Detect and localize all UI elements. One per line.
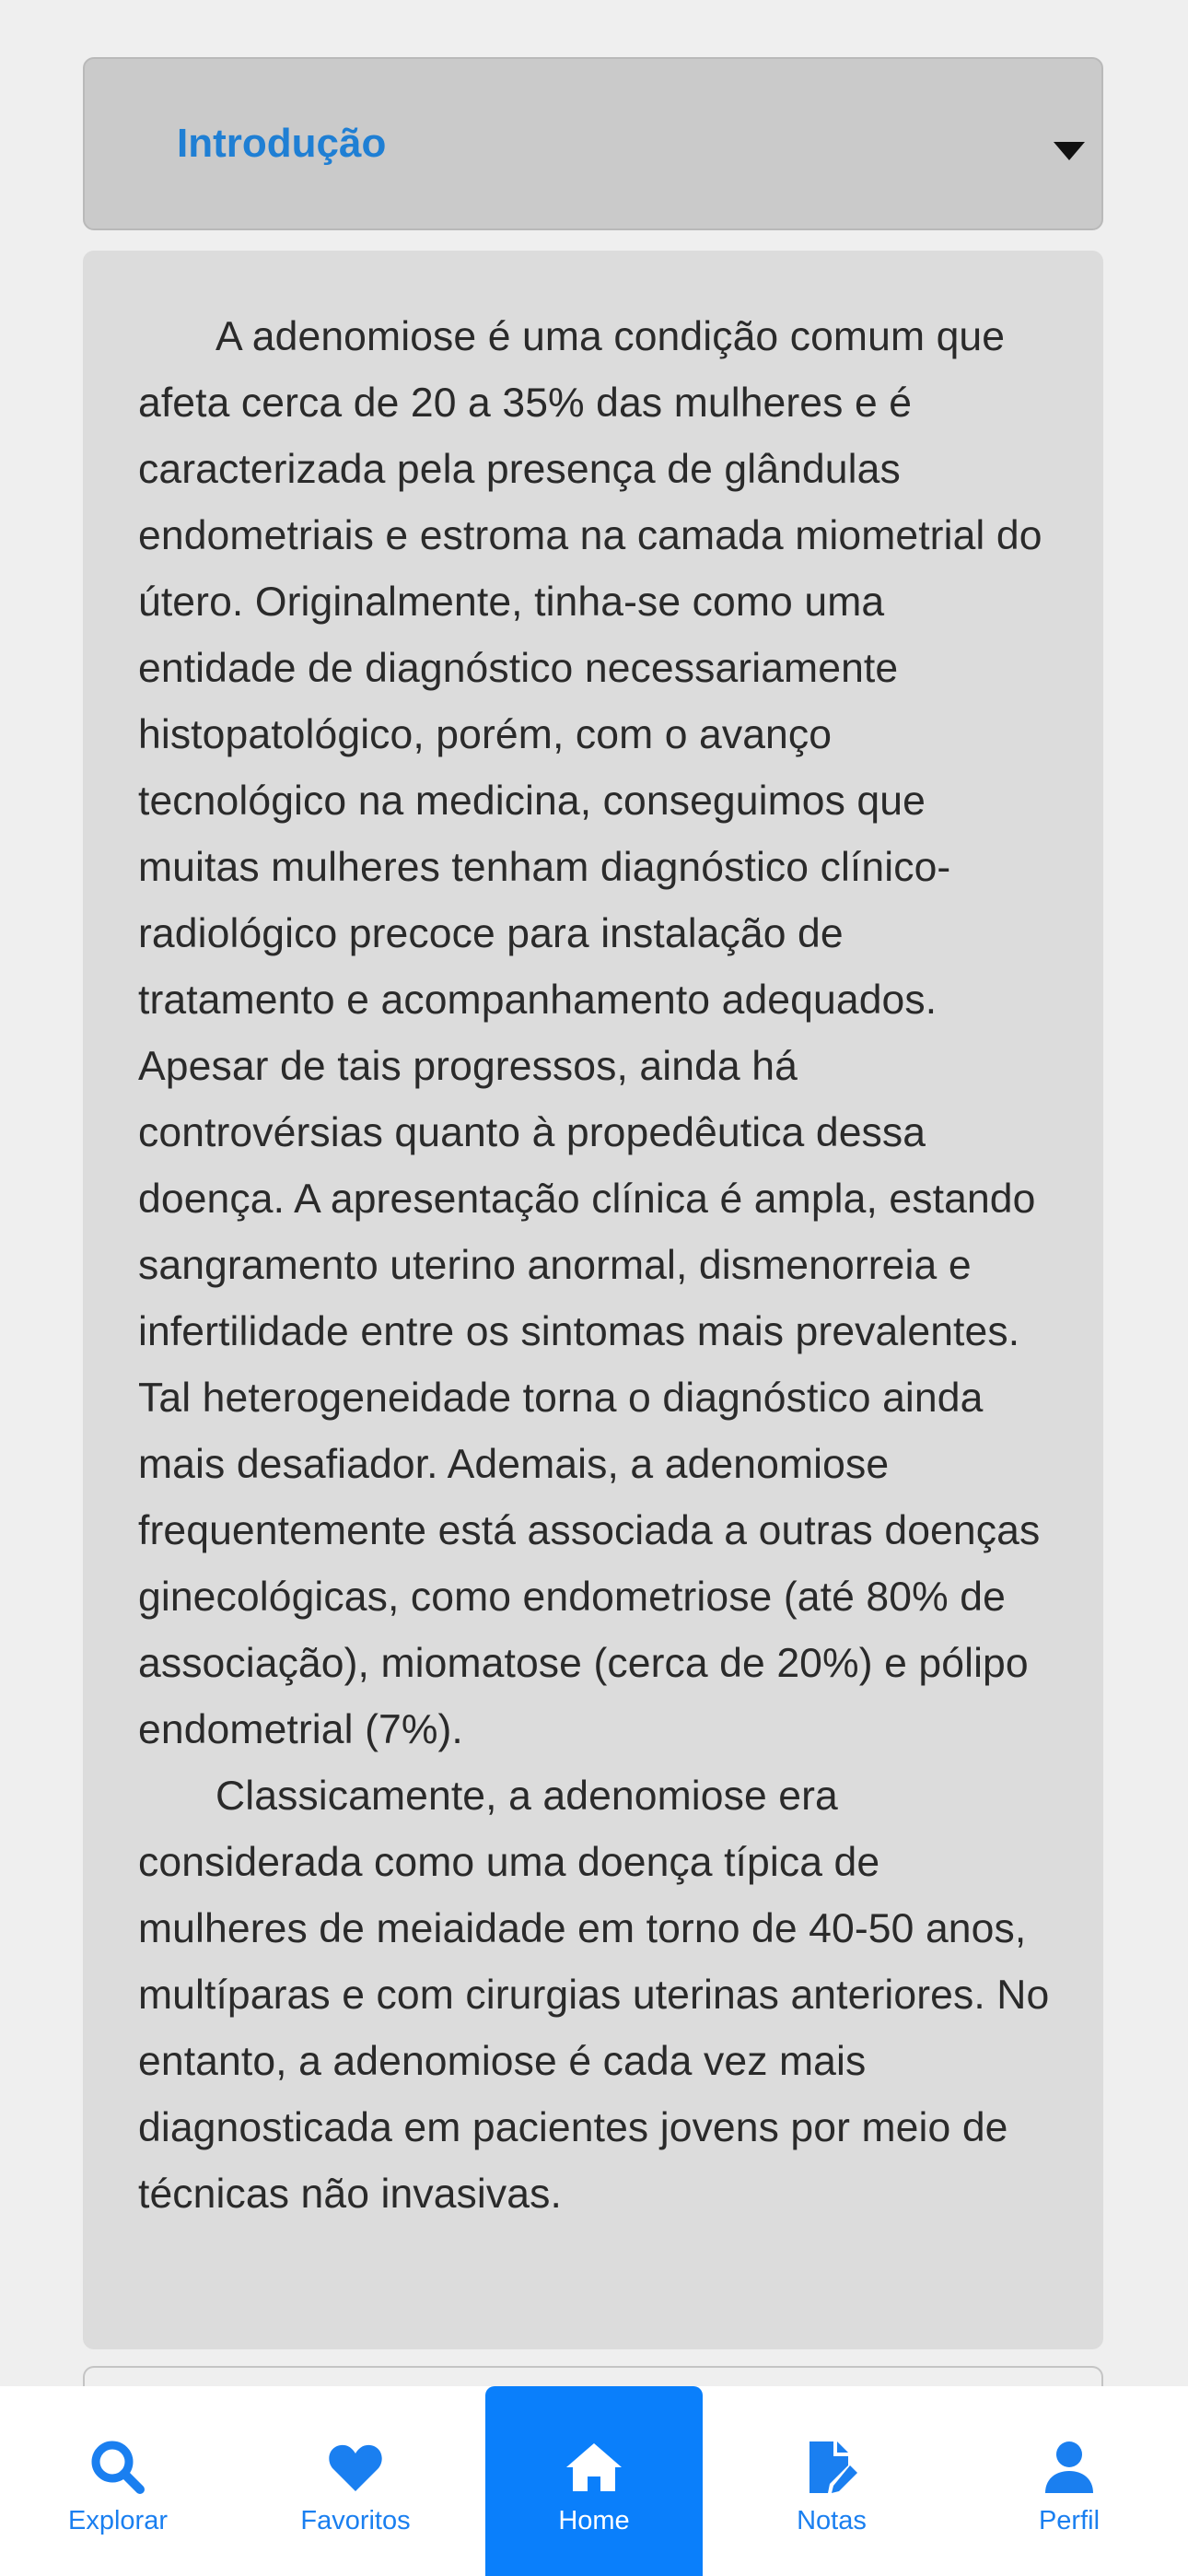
accordion-title: Introdução xyxy=(177,121,387,166)
content-paragraph-2: Classicamente, a adenomiose era considerada como uma doença típica de mulheres de meiaidade em torno de 40-50 anos, multíparas e com cirurgias uterinas anteriores. No entanto, a adenomiose é cada vez mais diagnosticada em pacientes jovens por meio de técnicas não invasivas. xyxy=(138,1774,1050,2217)
home-icon xyxy=(565,2438,623,2497)
caret-down-icon xyxy=(1054,142,1085,162)
user-icon xyxy=(1040,2438,1099,2497)
nav-explorar[interactable] xyxy=(9,2386,227,2576)
bottom-navigation xyxy=(0,2386,1188,2576)
content-paragraph-1: A adenomiose é uma condição comum que afeta cerca de 20 a 35% das mulheres e é caracterizada pela presença de glândulas endometriais e estroma na camada miometrial do útero. Originalmente, tinha-se como uma entidade de diagnóstico necessariamente histopatológico, porém, com o avanço tecnológico na medicina, conseguimos que muitas mulheres tenham diagnóstico clínico-radiológico precoce para instalação de tratamento e acompanhamento adequados. Apesar de tais progressos, ainda há controvérsias quanto à propedêutica dessa doença. A apresentação clínica é ampla, estando sangramento uterino anormal, dismenorreia e infertilidade entre os sintomas mais prevalentes. Tal heterogeneidade torna o diagnóstico ainda mais desafiador. Ademais, a adenomiose frequentemente está associada a outras doenças ginecológicas, como endometriose (até 80% de associação), miomatose (cerca de 20%) e pólipo endometrial (7%). xyxy=(138,314,1042,1752)
nav-perfil[interactable] xyxy=(961,2386,1178,2576)
search-icon xyxy=(88,2438,147,2497)
heart-icon xyxy=(326,2438,385,2497)
nav-label-explorar: Explorar xyxy=(68,2506,168,2535)
nav-label-home: Home xyxy=(558,2506,630,2535)
nav-label-favoritos: Favoritos xyxy=(300,2506,411,2535)
nav-notas[interactable] xyxy=(723,2386,940,2576)
nav-label-perfil: Perfil xyxy=(1038,2506,1101,2535)
nav-home[interactable] xyxy=(485,2386,703,2576)
note-edit-icon xyxy=(802,2438,861,2497)
nav-label-notas: Notas xyxy=(797,2506,867,2535)
accordion-content xyxy=(83,251,1103,2349)
nav-favoritos[interactable] xyxy=(247,2386,464,2576)
accordion-header-introducao[interactable] xyxy=(83,57,1103,230)
